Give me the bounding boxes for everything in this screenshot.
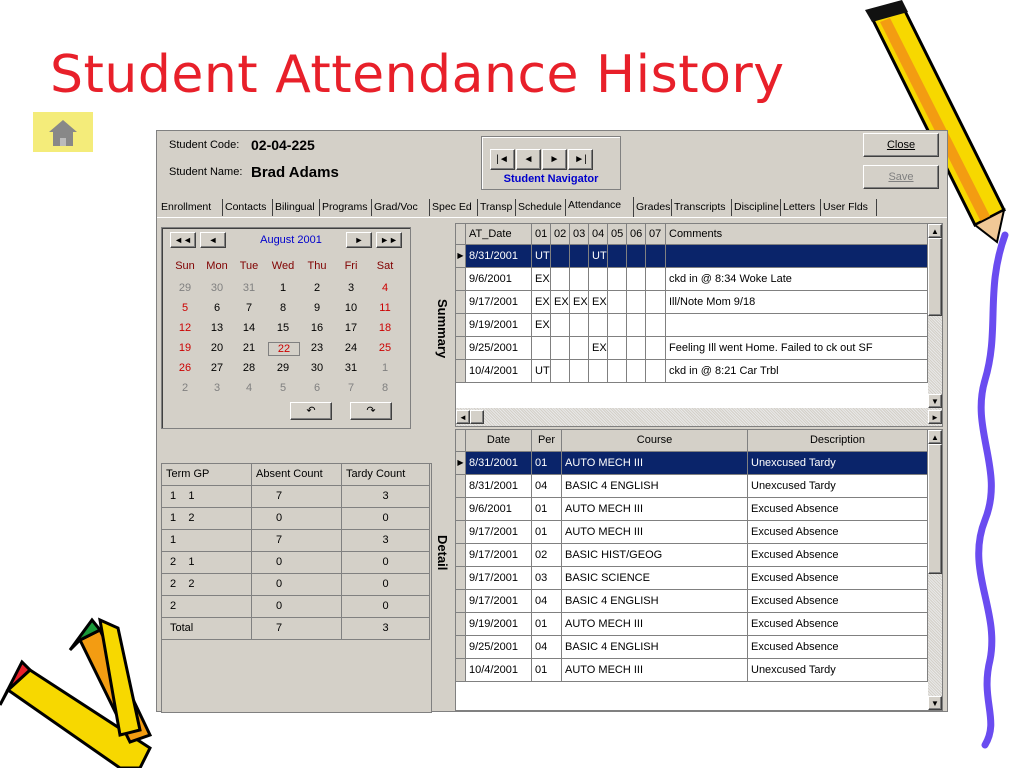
tab-letters[interactable]: Letters	[781, 199, 821, 216]
calendar-day[interactable]: 4	[245, 382, 253, 394]
summary-grid-cell[interactable]	[589, 268, 608, 291]
summary-grid-header[interactable]: Comments	[666, 224, 928, 245]
summary-grid-cell[interactable]	[551, 314, 570, 337]
summary-grid-cell[interactable]	[570, 360, 589, 383]
scroll-up-icon[interactable]: ▲	[928, 430, 942, 444]
summary-grid-cell[interactable]: Feeling Ill went Home. Failed to ck out SF	[666, 337, 928, 360]
summary-grid-cell[interactable]	[608, 245, 627, 268]
calendar-day[interactable]: 30	[210, 282, 224, 294]
calendar-day[interactable]: 13	[210, 322, 224, 334]
detail-grid	[455, 429, 943, 711]
term-table-cell[interactable]: 3	[342, 486, 430, 508]
calendar-day[interactable]: 1	[381, 362, 389, 374]
detail-grid-cell[interactable]: 10/4/2001	[466, 659, 532, 682]
summary-grid-cell[interactable]	[627, 245, 646, 268]
nav-first-button[interactable]: |◄	[490, 149, 515, 170]
detail-label: Detail	[435, 535, 450, 571]
row-indicator[interactable]: ▶	[456, 452, 466, 475]
tab-contacts[interactable]: Contacts	[223, 199, 273, 216]
detail-grid-cell[interactable]: BASIC 4 ENGLISH	[562, 475, 748, 498]
summary-grid-cell[interactable]	[646, 268, 666, 291]
detail-grid-cell[interactable]: 01	[532, 521, 562, 544]
summary-grid-header[interactable]: 03	[570, 224, 589, 245]
term-table-cell[interactable]: 1	[162, 530, 252, 552]
calendar-day[interactable]: 3	[213, 382, 221, 394]
calendar-weekday: Sat	[376, 260, 394, 272]
detail-grid-cell[interactable]: Unexcused Tardy	[748, 452, 928, 475]
calendar-weekday: Tue	[239, 260, 259, 272]
detail-grid-cell[interactable]: 8/31/2001	[466, 452, 532, 475]
term-table-header: Tardy Count	[342, 464, 430, 486]
detail-grid-cell[interactable]: BASIC HIST/GEOG	[562, 544, 748, 567]
term-table-cell[interactable]: 0	[342, 508, 430, 530]
row-indicator[interactable]	[456, 521, 466, 544]
summary-grid-cell[interactable]: UT	[532, 245, 551, 268]
nav-prev-button[interactable]: ◄	[516, 149, 541, 170]
home-icon	[33, 112, 93, 152]
pencil-bottom-left	[0, 620, 150, 768]
summary-grid-cell[interactable]: ckd in @ 8:21 Car Trbl	[666, 360, 928, 383]
row-indicator[interactable]	[456, 291, 466, 314]
row-indicator[interactable]	[456, 314, 466, 337]
prev-year-button[interactable]: ◄◄	[170, 232, 196, 248]
detail-grid-cell[interactable]: Excused Absence	[748, 521, 928, 544]
term-table-cell[interactable]: 7	[252, 530, 342, 552]
term-table-cell[interactable]: 0	[342, 552, 430, 574]
term-table-cell[interactable]: 7	[252, 618, 342, 640]
calendar-month-label: August 2001	[260, 234, 322, 246]
nav-next-button[interactable]: ►	[542, 149, 567, 170]
calendar-day[interactable]: 9	[313, 302, 321, 314]
summary-grid-cell[interactable]	[608, 268, 627, 291]
summary-grid-cell[interactable]: 10/4/2001	[466, 360, 532, 383]
detail-grid-cell[interactable]: 04	[532, 590, 562, 613]
summary-grid-cell[interactable]: EX	[532, 268, 551, 291]
summary-grid-cell[interactable]: EX	[589, 337, 608, 360]
detail-grid-cell[interactable]: BASIC 4 ENGLISH	[562, 636, 748, 659]
summary-grid-header[interactable]: 04	[589, 224, 608, 245]
summary-grid-cell[interactable]	[570, 337, 589, 360]
summary-grid-cell[interactable]: EX	[532, 314, 551, 337]
detail-grid-cell[interactable]: Excused Absence	[748, 544, 928, 567]
detail-grid-cell[interactable]: 9/17/2001	[466, 544, 532, 567]
calendar-day[interactable]: 31	[242, 282, 256, 294]
calendar-day[interactable]: 2	[181, 382, 189, 394]
row-indicator-header	[456, 224, 466, 245]
next-year-button[interactable]: ►►	[376, 232, 402, 248]
summary-grid-header[interactable]: 06	[627, 224, 646, 245]
tab-schedule[interactable]: Schedule	[516, 199, 566, 216]
calendar-day[interactable]: 25	[378, 342, 392, 354]
calendar-day[interactable]: 19	[178, 342, 192, 354]
row-indicator-header	[456, 430, 466, 452]
summary-grid-cell[interactable]	[627, 360, 646, 383]
row-indicator[interactable]	[456, 659, 466, 682]
calendar-day[interactable]: 15	[276, 322, 290, 334]
scroll-thumb[interactable]	[470, 410, 484, 424]
row-indicator[interactable]	[456, 268, 466, 291]
purple-squiggle	[979, 235, 1005, 745]
term-table-cell[interactable]: 1 1	[162, 486, 252, 508]
term-table-cell[interactable]: 2	[162, 596, 252, 618]
term-table-cell[interactable]: 3	[342, 618, 430, 640]
summary-grid-cell[interactable]	[627, 268, 646, 291]
calendar-day[interactable]: 1	[279, 282, 287, 294]
detail-grid-cell[interactable]: AUTO MECH III	[562, 613, 748, 636]
calendar-day[interactable]: 8	[381, 382, 389, 394]
detail-grid-header[interactable]: Description	[748, 430, 928, 452]
detail-grid-cell[interactable]: 01	[532, 452, 562, 475]
detail-grid-cell[interactable]: AUTO MECH III	[562, 659, 748, 682]
detail-grid-cell[interactable]: Excused Absence	[748, 613, 928, 636]
vertical-scrollbar[interactable]	[928, 224, 942, 408]
term-table-cell[interactable]: Total	[162, 618, 252, 640]
student-navigator	[481, 136, 621, 190]
nav-last-button[interactable]: ►|	[568, 149, 593, 170]
row-indicator[interactable]	[456, 567, 466, 590]
calendar-day[interactable]: 20	[210, 342, 224, 354]
summary-grid-cell[interactable]	[570, 314, 589, 337]
summary-grid-cell[interactable]	[646, 337, 666, 360]
row-indicator[interactable]	[456, 636, 466, 659]
summary-grid-header[interactable]: 01	[532, 224, 551, 245]
term-table-cell[interactable]: 3	[342, 530, 430, 552]
student-name-value: Brad Adams	[251, 164, 339, 181]
calendar-day[interactable]: 22	[268, 342, 300, 356]
summary-grid-cell[interactable]	[666, 245, 928, 268]
summary-grid-cell[interactable]	[627, 291, 646, 314]
attendance-window	[156, 130, 948, 712]
term-table-cell[interactable]: 0	[342, 574, 430, 596]
term-table-cell[interactable]: 0	[252, 508, 342, 530]
term-table-cell[interactable]: 7	[252, 486, 342, 508]
tab-discipline[interactable]: Discipline	[732, 199, 781, 216]
detail-grid-cell[interactable]: 04	[532, 475, 562, 498]
detail-grid-header[interactable]: Date	[466, 430, 532, 452]
detail-grid-cell[interactable]: 02	[532, 544, 562, 567]
calendar-weekday: Mon	[206, 260, 228, 272]
row-indicator[interactable]	[456, 475, 466, 498]
student-navigator-label: Student Navigator	[503, 173, 599, 185]
detail-grid-cell[interactable]: Unexcused Tardy	[748, 475, 928, 498]
detail-grid-cell[interactable]: 01	[532, 498, 562, 521]
summary-grid-cell[interactable]	[551, 245, 570, 268]
term-table-cell[interactable]: 0	[342, 596, 430, 618]
summary-grid-header[interactable]: 07	[646, 224, 666, 245]
calendar-day[interactable]: 30	[310, 362, 324, 374]
calendar-day[interactable]: 6	[213, 302, 221, 314]
summary-grid-cell[interactable]: EX	[532, 291, 551, 314]
detail-grid-cell[interactable]: Excused Absence	[748, 636, 928, 659]
close-button[interactable]: Close	[863, 133, 939, 157]
summary-grid-cell[interactable]	[551, 360, 570, 383]
calendar-day[interactable]: 10	[344, 302, 358, 314]
calendar-day[interactable]: 7	[347, 382, 355, 394]
summary-grid-cell[interactable]: EX	[570, 291, 589, 314]
summary-grid-cell[interactable]	[570, 245, 589, 268]
summary-grid-cell[interactable]	[532, 337, 551, 360]
tab-programs[interactable]: Programs	[320, 199, 372, 216]
calendar-day[interactable]: 21	[242, 342, 256, 354]
row-indicator[interactable]	[456, 360, 466, 383]
calendar-weekday: Wed	[271, 260, 295, 272]
term-table-cell[interactable]: 0	[252, 596, 342, 618]
term-table-header: Absent Count	[252, 464, 342, 486]
summary-grid-header[interactable]: 02	[551, 224, 570, 245]
calendar-day[interactable]: 12	[178, 322, 192, 334]
calendar-day[interactable]: 16	[310, 322, 324, 334]
detail-grid-cell[interactable]: 04	[532, 636, 562, 659]
detail-grid-cell[interactable]: 9/25/2001	[466, 636, 532, 659]
summary-grid-cell[interactable]	[646, 291, 666, 314]
calendar-day[interactable]: 7	[245, 302, 253, 314]
detail-grid-header[interactable]: Per	[532, 430, 562, 452]
term-table-cell[interactable]: 0	[252, 552, 342, 574]
detail-grid-cell[interactable]: BASIC 4 ENGLISH	[562, 590, 748, 613]
detail-grid-cell[interactable]: 9/17/2001	[466, 590, 532, 613]
term-table-cell[interactable]: 2 1	[162, 552, 252, 574]
calendar	[161, 227, 411, 429]
vertical-scrollbar[interactable]	[928, 430, 942, 710]
calendar-day[interactable]: 5	[279, 382, 287, 394]
tab-attendance[interactable]: Attendance	[566, 197, 634, 217]
scroll-left-icon[interactable]: ◄	[456, 410, 470, 424]
scroll-up-icon[interactable]: ▲	[928, 224, 942, 238]
detail-grid-cell[interactable]: 9/19/2001	[466, 613, 532, 636]
summary-grid-cell[interactable]	[608, 360, 627, 383]
detail-grid-cell[interactable]: 03	[532, 567, 562, 590]
calendar-weekday: Thu	[307, 260, 327, 272]
summary-grid-header[interactable]: 05	[608, 224, 627, 245]
summary-grid-cell[interactable]: 9/19/2001	[466, 314, 532, 337]
row-indicator[interactable]	[456, 337, 466, 360]
student-name-label: Student Name:	[169, 166, 243, 178]
term-table-cell[interactable]: 1 2	[162, 508, 252, 530]
detail-grid-cell[interactable]: BASIC SCIENCE	[562, 567, 748, 590]
summary-grid-cell[interactable]	[608, 337, 627, 360]
row-indicator[interactable]	[456, 590, 466, 613]
calendar-day[interactable]: 24	[344, 342, 358, 354]
detail-grid-cell[interactable]: AUTO MECH III	[562, 498, 748, 521]
detail-grid-header[interactable]: Course	[562, 430, 748, 452]
summary-grid-cell[interactable]	[570, 268, 589, 291]
calendar-day[interactable]: 5	[181, 302, 189, 314]
summary-grid-cell[interactable]	[627, 314, 646, 337]
row-indicator[interactable]	[456, 544, 466, 567]
scroll-down-icon[interactable]: ▼	[928, 394, 942, 408]
scroll-thumb[interactable]	[928, 238, 942, 316]
summary-label: Summary	[435, 299, 450, 359]
tab-grades[interactable]: Grades	[634, 199, 672, 216]
tab-user-flds[interactable]: User Flds	[821, 199, 877, 216]
detail-grid-cell[interactable]: 9/6/2001	[466, 498, 532, 521]
calendar-weekday: Sun	[175, 260, 195, 272]
calendar-day[interactable]: 28	[242, 362, 256, 374]
summary-grid-cell[interactable]	[646, 245, 666, 268]
summary-grid-cell[interactable]	[666, 314, 928, 337]
summary-grid-cell[interactable]: 9/6/2001	[466, 268, 532, 291]
calendar-day[interactable]: 27	[210, 362, 224, 374]
summary-grid-cell[interactable]	[551, 268, 570, 291]
summary-grid-cell[interactable]	[589, 360, 608, 383]
detail-grid-cell[interactable]: 9/17/2001	[466, 567, 532, 590]
scroll-thumb[interactable]	[928, 444, 942, 574]
summary-grid-cell[interactable]: EX	[551, 291, 570, 314]
summary-grid-cell[interactable]	[551, 337, 570, 360]
term-table-header: Term GP	[162, 464, 252, 486]
summary-grid-cell[interactable]: Ill/Note Mom 9/18	[666, 291, 928, 314]
detail-grid-cell[interactable]: Excused Absence	[748, 590, 928, 613]
scroll-down-icon[interactable]: ▼	[928, 696, 942, 710]
summary-grid-cell[interactable]	[646, 314, 666, 337]
summary-grid-cell[interactable]: 9/25/2001	[466, 337, 532, 360]
term-table-cell[interactable]: 2 2	[162, 574, 252, 596]
calendar-day[interactable]: 4	[381, 282, 389, 294]
calendar-day[interactable]: 17	[344, 322, 358, 334]
detail-grid-cell[interactable]: Excused Absence	[748, 567, 928, 590]
summary-grid-cell[interactable]: EX	[589, 291, 608, 314]
calendar-day[interactable]: 18	[378, 322, 392, 334]
row-indicator[interactable]	[456, 613, 466, 636]
calendar-day[interactable]: 3	[347, 282, 355, 294]
calendar-day[interactable]: 2	[313, 282, 321, 294]
scroll-right-icon[interactable]: ►	[928, 410, 942, 424]
term-summary-table	[161, 463, 432, 713]
summary-grid-cell[interactable]: UT	[532, 360, 551, 383]
redo-icon[interactable]: ↷	[350, 402, 392, 420]
calendar-day[interactable]: 8	[279, 302, 287, 314]
detail-grid-cell[interactable]: Excused Absence	[748, 498, 928, 521]
tab-transp[interactable]: Transp	[478, 199, 516, 216]
slide-title: Student Attendance History	[50, 45, 785, 105]
summary-grid-header[interactable]: AT_Date	[466, 224, 532, 245]
calendar-day[interactable]: 26	[178, 362, 192, 374]
calendar-day[interactable]: 14	[242, 322, 256, 334]
calendar-day[interactable]: 29	[276, 362, 290, 374]
calendar-day[interactable]: 11	[379, 302, 391, 314]
tab-bar	[157, 197, 947, 218]
summary-grid-cell[interactable]	[608, 291, 627, 314]
tab-enrollment[interactable]: Enrollment	[159, 199, 223, 216]
detail-grid-cell[interactable]: 8/31/2001	[466, 475, 532, 498]
calendar-weekday: Fri	[344, 260, 358, 272]
calendar-day[interactable]: 23	[310, 342, 324, 354]
summary-grid-cell[interactable]	[646, 360, 666, 383]
summary-grid-cell[interactable]: UT	[589, 245, 608, 268]
summary-grid-cell[interactable]: ckd in @ 8:34 Woke Late	[666, 268, 928, 291]
summary-grid	[455, 223, 943, 427]
summary-grid-cell[interactable]: 9/17/2001	[466, 291, 532, 314]
tab-transcripts[interactable]: Transcripts	[672, 199, 732, 216]
tab-grad-voc[interactable]: Grad/Voc	[372, 199, 430, 216]
detail-grid-cell[interactable]: AUTO MECH III	[562, 452, 748, 475]
student-code-label: Student Code:	[169, 139, 240, 151]
detail-grid-cell[interactable]: 9/17/2001	[466, 521, 532, 544]
undo-icon[interactable]: ↶	[290, 402, 332, 420]
summary-grid-cell[interactable]	[627, 337, 646, 360]
detail-grid-cell[interactable]: 01	[532, 659, 562, 682]
prev-month-button[interactable]: ◄	[200, 232, 226, 248]
home-button[interactable]	[33, 112, 93, 152]
summary-grid-cell[interactable]	[589, 314, 608, 337]
student-code-value: 02-04-225	[251, 137, 315, 153]
tab-spec-ed[interactable]: Spec Ed	[430, 199, 478, 216]
next-month-button[interactable]: ►	[346, 232, 372, 248]
save-button[interactable]: Save	[863, 165, 939, 189]
term-table-cell[interactable]: 0	[252, 574, 342, 596]
summary-grid-cell[interactable]: 8/31/2001	[466, 245, 532, 268]
horizontal-scrollbar[interactable]	[456, 408, 942, 426]
tab-bilingual[interactable]: Bilingual	[273, 199, 320, 216]
summary-grid-cell[interactable]	[608, 314, 627, 337]
calendar-day[interactable]: 31	[344, 362, 358, 374]
row-indicator[interactable]	[456, 498, 466, 521]
detail-grid-cell[interactable]: Unexcused Tardy	[748, 659, 928, 682]
detail-grid-cell[interactable]: 01	[532, 613, 562, 636]
detail-grid-cell[interactable]: AUTO MECH III	[562, 521, 748, 544]
calendar-day[interactable]: 6	[313, 382, 321, 394]
row-indicator[interactable]: ▶	[456, 245, 466, 268]
calendar-day[interactable]: 29	[178, 282, 192, 294]
